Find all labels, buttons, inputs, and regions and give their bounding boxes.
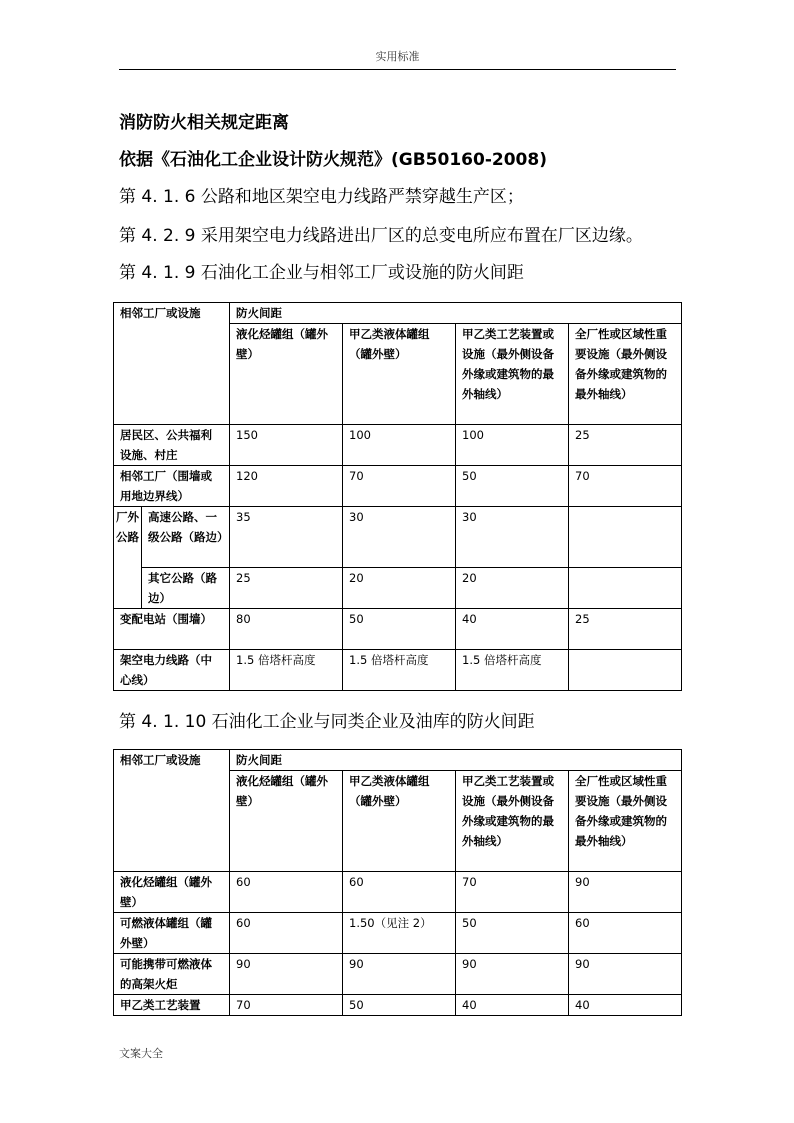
table-cell: 60: [230, 872, 343, 913]
table-cell: 100: [456, 425, 569, 466]
table-row: [114, 913, 682, 954]
column-header: 液化烃罐组（罐外壁）: [230, 771, 343, 872]
table-cell: 70: [230, 995, 343, 1016]
table-cell: 120: [230, 466, 343, 507]
document-title: 消防防火相关规定距离: [119, 113, 289, 133]
table-cell: 50: [343, 609, 456, 650]
table-cell: 1.5 倍塔杆高度: [343, 650, 456, 691]
table-cell: 30: [456, 507, 569, 568]
table-cell: 90: [456, 954, 569, 995]
table-cell: 20: [343, 568, 456, 609]
row-label: 甲乙类工艺装置: [114, 995, 230, 1016]
table-fire-distance-similar: [113, 749, 682, 1016]
clause-4-1-6: 第 4. 1. 6 公路和地区架空电力线路严禁穿越生产区；: [119, 187, 524, 207]
table-cell: [569, 650, 682, 691]
table-cell: 100: [343, 425, 456, 466]
table-cell: 90: [230, 954, 343, 995]
table-cell: 35: [230, 507, 343, 568]
row-label: 架空电力线路（中心线）: [114, 650, 230, 691]
row-group-label: 厂外公路: [114, 507, 142, 609]
table-cell: 1.5 倍塔杆高度: [230, 650, 343, 691]
column-header: 甲乙类工艺装置或设施（最外侧设备外缘或建筑物的最外轴线）: [456, 771, 569, 872]
column-header: 液化烃罐组（罐外壁）: [230, 324, 343, 425]
table-cell: 50: [456, 466, 569, 507]
row-label: 居民区、公共福利设施、村庄: [114, 425, 230, 466]
clause-4-2-9: 第 4. 2. 9 采用架空电力线路进出厂区的总变电所应布置在厂区边缘。: [119, 226, 643, 246]
table-fire-distance-neighbors: [113, 302, 682, 691]
column-header-facility: 相邻工厂或设施: [114, 303, 230, 425]
header-rule: [119, 69, 676, 70]
row-label: 可能携带可燃液体的高架火炬: [114, 954, 230, 995]
column-group-header: 防火间距: [230, 303, 682, 324]
table-cell: 60: [343, 872, 456, 913]
table-cell: 40: [456, 995, 569, 1016]
table-cell: [569, 568, 682, 609]
table-cell: 70: [569, 466, 682, 507]
table-cell: 60: [569, 913, 682, 954]
table-cell: 30: [343, 507, 456, 568]
table-cell: 25: [230, 568, 343, 609]
table-cell: 40: [569, 995, 682, 1016]
column-header-facility: 相邻工厂或设施: [114, 750, 230, 872]
table-cell: 150: [230, 425, 343, 466]
table-cell: 40: [456, 609, 569, 650]
clause-4-1-9-heading: 第 4. 1. 9 石油化工企业与相邻工厂或设施的防火间距: [119, 263, 524, 283]
clause-4-1-10-heading: 第 4. 1. 10 石油化工企业与同类企业及油库的防火间距: [119, 712, 535, 732]
table-row: [114, 995, 682, 1016]
column-header: 甲乙类液体罐组（罐外壁）: [343, 771, 456, 872]
column-header: 甲乙类工艺装置或设施（最外侧设备外缘或建筑物的最外轴线）: [456, 324, 569, 425]
table-cell: 20: [456, 568, 569, 609]
column-header: 全厂性或区域性重要设施（最外侧设备外缘或建筑物的最外轴线）: [569, 324, 682, 425]
column-header: 甲乙类液体罐组（罐外壁）: [343, 324, 456, 425]
table-cell: 70: [343, 466, 456, 507]
table-cell: 90: [343, 954, 456, 995]
document-basis: 依据《石油化工企业设计防火规范》(GB50160-2008): [119, 150, 547, 170]
table-row: [114, 466, 682, 507]
table-row: [114, 954, 682, 995]
table-cell: 1.50（见注 2）: [343, 913, 456, 954]
table-cell: 90: [569, 954, 682, 995]
row-label: 液化烃罐组（罐外壁）: [114, 872, 230, 913]
table-cell: 25: [569, 425, 682, 466]
table-row: [114, 609, 682, 650]
row-label: 相邻工厂（围墙或用地边界线）: [114, 466, 230, 507]
page-header: 实用标准: [375, 50, 420, 63]
row-label: 高速公路、一级公路（路边）: [142, 507, 230, 568]
table-row: [114, 872, 682, 913]
table-cell: 25: [569, 609, 682, 650]
table-row: [114, 650, 682, 691]
table-cell: 50: [343, 995, 456, 1016]
table-row: [114, 507, 682, 568]
row-label: 其它公路（路边）: [142, 568, 230, 609]
table-cell: 50: [456, 913, 569, 954]
page-footer: 文案大全: [119, 1047, 163, 1060]
column-group-header: 防火间距: [230, 750, 682, 771]
table-cell: 80: [230, 609, 343, 650]
table-cell: 1.5 倍塔杆高度: [456, 650, 569, 691]
table-cell: 60: [230, 913, 343, 954]
table-cell: 90: [569, 872, 682, 913]
table-cell: 70: [456, 872, 569, 913]
table-cell: [569, 507, 682, 568]
table-row: [114, 425, 682, 466]
table-row: [114, 568, 682, 609]
row-label: 变配电站（围墙）: [114, 609, 230, 650]
row-label: 可燃液体罐组（罐外壁）: [114, 913, 230, 954]
column-header: 全厂性或区域性重要设施（最外侧设备外缘或建筑物的最外轴线）: [569, 771, 682, 872]
